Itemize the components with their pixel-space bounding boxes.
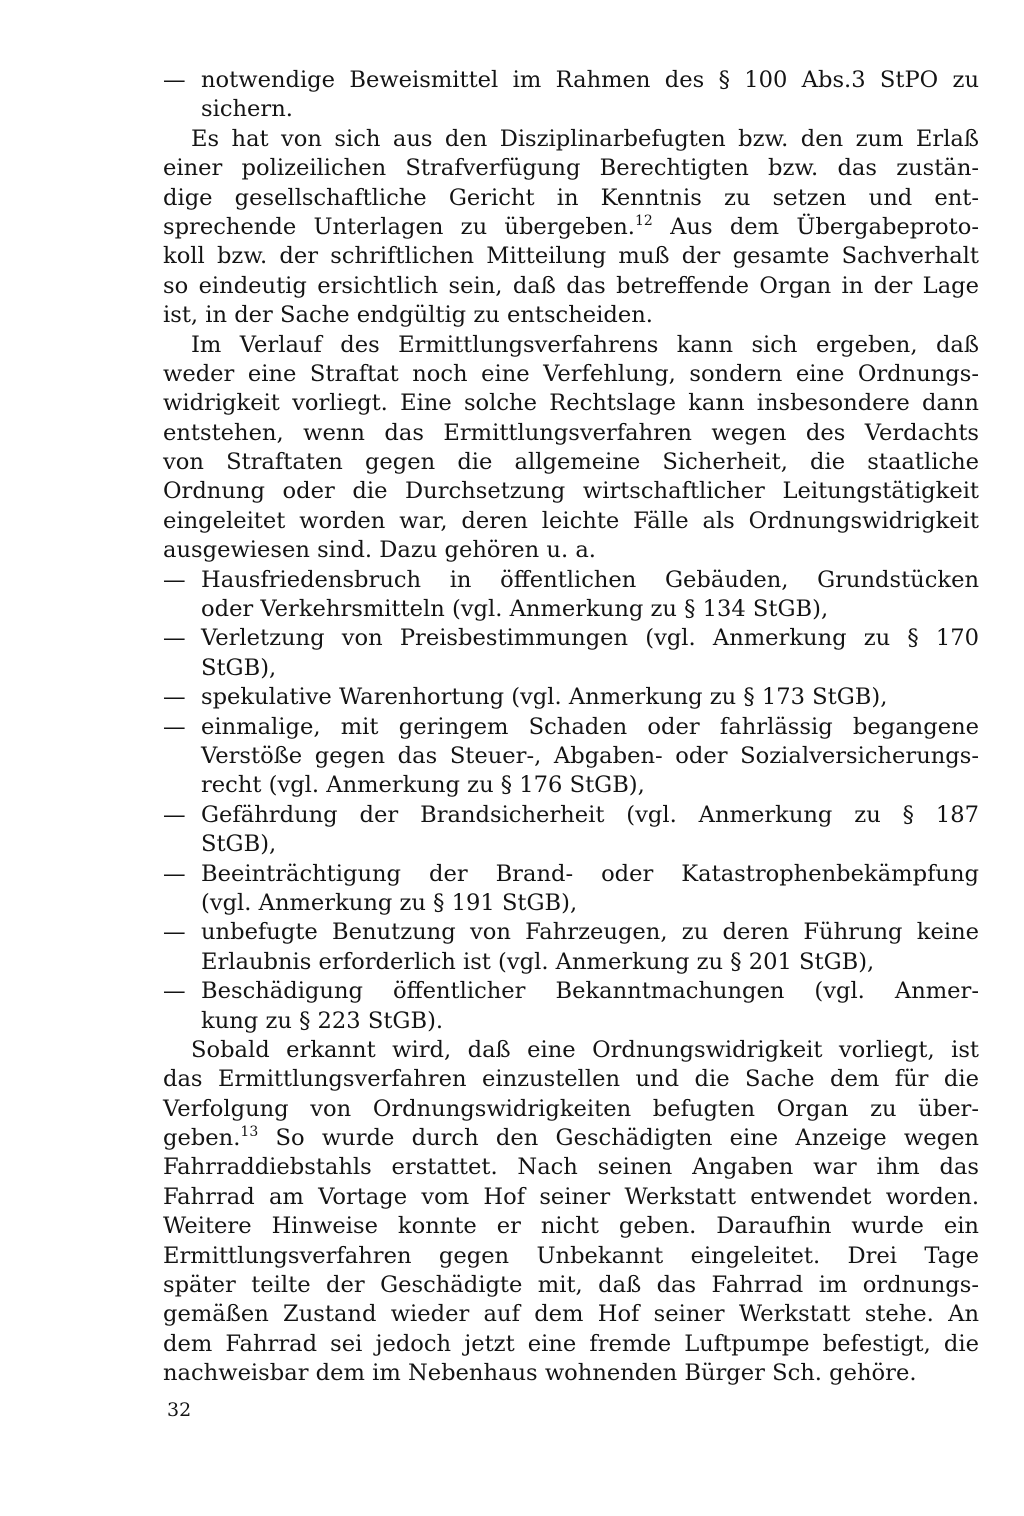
text-line: so eindeutig ersichtlich sein, daß das betreffende Organ in der Lage [163, 272, 979, 299]
text-line: Fahrraddiebstahls erstattet. Nach seinen Angaben war ihm das [163, 1154, 979, 1181]
list-dash: — [163, 919, 186, 946]
text-line: Im Verlauf des Ermittlungsverfahrens kann sich ergeben, daß [191, 331, 979, 358]
text-line: koll bzw. der schriftlichen Mitteilung muß der gesamte Sachverhalt [163, 243, 979, 270]
text-line: sprechende Unterlagen zu übergeben.$^{12}$ Aus dem Übergabeproto- [163, 212, 979, 240]
list-item [163, 654, 979, 683]
text-line: Ordnung oder die Durchsetzung wirtschaftlicher Leitungstätigkeit [163, 478, 979, 505]
list-dash: — [163, 978, 186, 1005]
text-line: unbefugte Benutzung von Fahrzeugen, zu deren Führung keine [201, 919, 979, 946]
text-line: Erlaubnis erforderlich ist (vgl. Anmerkung zu § 201 StGB), [201, 948, 875, 975]
text-line: Hausfriedensbruch in öffentlichen Gebäuden, Grundstücken [201, 566, 979, 593]
text-line: Fahrrad am Vortage vom Hof seiner Werkstatt entwendet worden. [163, 1183, 979, 1210]
text-line: eingeleitet worden war, deren leichte Fälle als Ordnungswidrigkeit [163, 507, 979, 534]
list-item [163, 948, 979, 977]
list-item [163, 624, 979, 653]
text-line: Beschädigung öffentlicher Bekanntmachungen (vgl. Anmer- [201, 978, 979, 1005]
text-line: StGB), [201, 831, 277, 858]
list-item [163, 66, 979, 95]
list-dash: — [163, 566, 186, 593]
page-body [163, 66, 979, 1389]
text-line: (vgl. Anmerkung zu § 191 StGB), [201, 889, 578, 916]
list-dash: — [163, 67, 186, 93]
list-item [163, 918, 979, 947]
list-item [163, 801, 979, 830]
list-dash: — [163, 860, 186, 887]
list-item [163, 595, 979, 624]
text-line: dige gesellschaftliche Gericht in Kenntnis zu setzen und ent- [163, 184, 979, 211]
text-line: notwendige Beweismittel im Rahmen des § 100 Abs.3 StPO zu [201, 67, 979, 93]
text-line: sichern. [201, 96, 293, 123]
list-dash: — [163, 801, 186, 828]
text-line: Ermittlungsverfahren gegen Unbekannt eingeleitet. Drei Tage [163, 1242, 979, 1269]
text-line: spekulative Warenhortung (vgl. Anmerkung zu § 173 StGB), [201, 684, 888, 711]
violation-list [163, 566, 979, 1036]
list-item [163, 860, 979, 889]
list-dash: — [163, 713, 186, 740]
list-item [163, 889, 979, 918]
text-line: entstehen, wenn das Ermittlungsverfahren wegen des Verdachts [163, 419, 979, 446]
text-line: Gefährdung der Brandsicherheit (vgl. Anmerkung zu § 187 [201, 801, 979, 828]
text-line: Verletzung von Preisbestimmungen (vgl. Anmerkung zu § 170 [201, 625, 979, 652]
text-line: nachweisbar dem im Nebenhaus wohnenden Bürger Sch. gehöre. [163, 1360, 917, 1387]
page-number: 32 [167, 1399, 192, 1421]
list-item [163, 771, 979, 800]
list-item [163, 830, 979, 859]
footnote-marker: 12 [634, 212, 653, 229]
text-line: von Straftaten gegen die allgemeine Sicherheit, die staatliche [163, 449, 979, 476]
list-item [163, 95, 979, 124]
text-line: Sobald erkannt wird, daß eine Ordnungswidrigkeit vorliegt, ist [191, 1036, 979, 1063]
text-line: Verfolgung von Ordnungswidrigkeiten befugten Organ zu über- [163, 1095, 979, 1122]
list-dash: — [163, 684, 186, 711]
text-line: Beeinträchtigung der Brand- oder Katastrophenbekämpfung [201, 860, 979, 887]
text-line: einer polizeilichen Strafverfügung Berechtigten bzw. das zustän- [163, 155, 979, 182]
text-line: weder eine Straftat noch eine Verfehlung, sondern eine Ordnungs- [163, 360, 979, 387]
text-line: später teilte der Geschädigte mit, daß das Fahrrad im ordnungs- [163, 1272, 979, 1299]
text-line: kung zu § 223 StGB). [201, 1007, 444, 1034]
list-item [163, 566, 979, 595]
text-line: Verstöße gegen das Steuer-, Abgaben- oder Sozialversicherungs- [201, 742, 979, 769]
list-dash: — [163, 625, 186, 652]
text-line: widrigkeit vorliegt. Eine solche Rechtslage kann insbesondere dann [163, 390, 979, 417]
list-item [163, 1007, 979, 1036]
list-item [163, 742, 979, 771]
footnote-marker: 13 [240, 1124, 259, 1141]
text-line: geben.$^{13}$ So wurde durch den Geschädigten eine Anzeige wegen [163, 1124, 979, 1152]
text-line: recht (vgl. Anmerkung zu § 176 StGB), [201, 772, 645, 799]
text-line: Es hat von sich aus den Disziplinarbefugten bzw. den zum Erlaß [191, 125, 979, 152]
text-line: dem Fahrrad sei jedoch jetzt eine fremde Luftpumpe befestigt, die [163, 1330, 979, 1357]
text-line: StGB), [201, 654, 277, 681]
text-line: ist, in der Sache endgültig zu entscheiden. [163, 302, 653, 329]
text-line: Weitere Hinweise konnte er nicht geben. Daraufhin wurde ein [163, 1213, 979, 1240]
text-line: oder Verkehrsmitteln (vgl. Anmerkung zu § 134 StGB), [201, 596, 829, 623]
list-item [163, 977, 979, 1006]
list-item [163, 683, 979, 712]
text-line: gemäßen Zustand wieder auf dem Hof seiner Werkstatt stehe. An [163, 1301, 979, 1328]
text-line: das Ermittlungsverfahren einzustellen und die Sache dem für die [163, 1066, 979, 1093]
text-line: einmalige, mit geringem Schaden oder fahrlässig begangene [201, 713, 979, 740]
text-line: ausgewiesen sind. Dazu gehören u. a. [163, 537, 596, 564]
list-item [163, 713, 979, 742]
